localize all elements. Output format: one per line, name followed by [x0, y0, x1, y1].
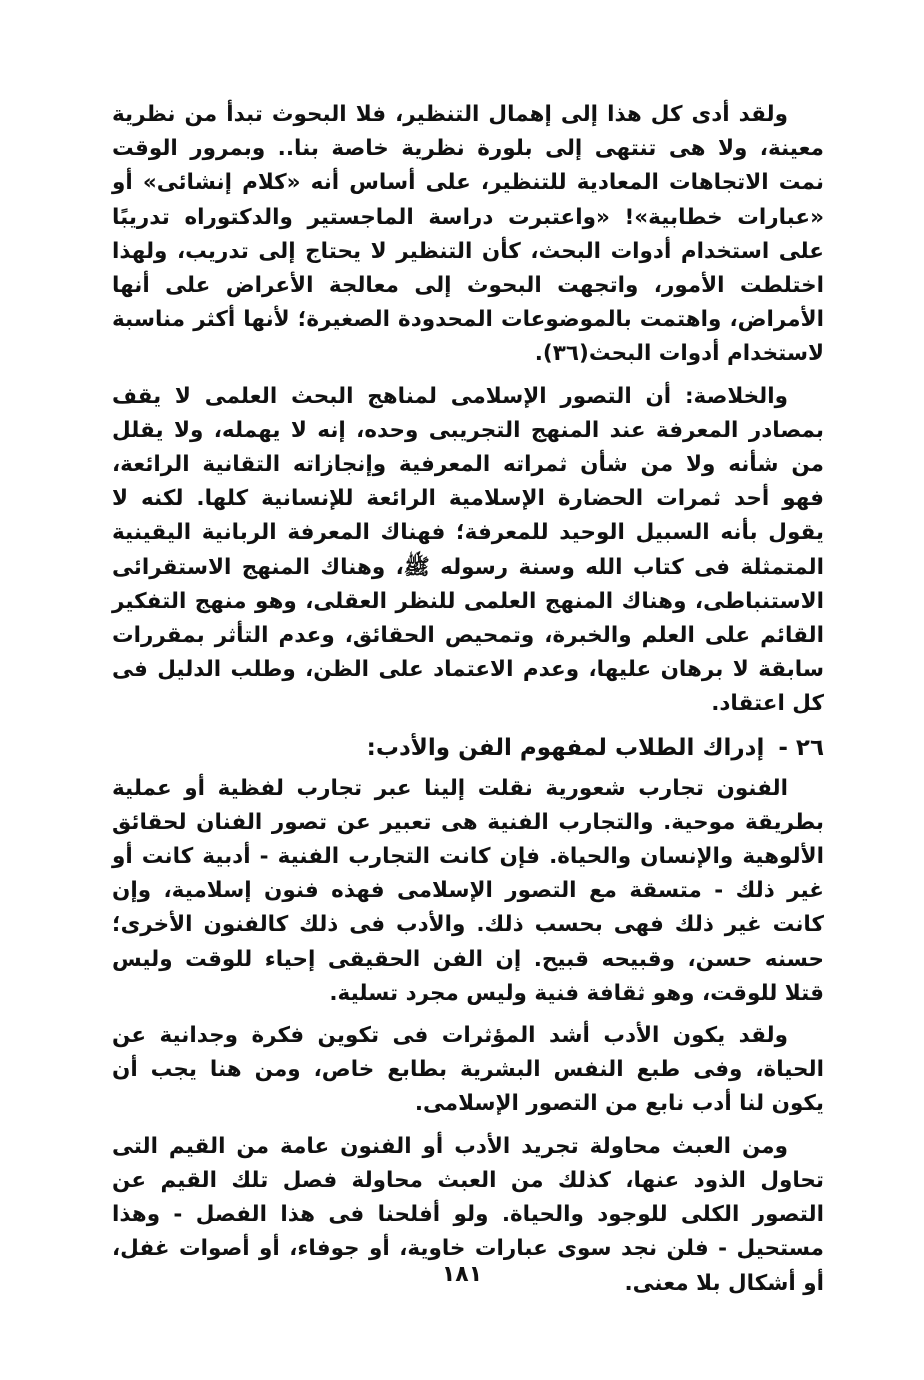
page-body — [112, 98, 824, 1309]
page-number: ١٨١ — [441, 1262, 483, 1287]
section-title: إدراك الطلاب لمفهوم الفن والأدب: — [366, 734, 765, 761]
paragraph-3: الفنون تجارب شعورية نقلت إلينا عبر تجارب لفظية أو عملية بطريقة موحية. والتجارب الفنية هى تعبير عن تصور الفنان لحقائق الألوهية والإنسان والحياة. فإن كانت التجارب الفنية - أدبية كانت أو غير ذلك - متسقة مع التصور الإسلامى فهذه فنون إسلامية، وإن كانت غير ذلك فهى بحسب ذلك. والأدب فى ذلك كالفنون الأخرى؛ حسنه حسن، وقبيحه قبيح. إن الفن الحقيقى إحياء للوقت وليس قتلا للوقت، وهو ثقافة فنية وليس مجرد تسلية. — [112, 775, 824, 1006]
section-heading — [112, 730, 824, 766]
paragraph-2: والخلاصة: أن التصور الإسلامى لمناهج البحث العلمى لا يقف بمصادر المعرفة عند المنهج التجريبى وحده، إنه لا يهمله، ولا يقلل من شأنه ولا من شأن ثمراته المعرفية وإنجازاته التقانية الرائعة، فهو أحد ثمرات الحضارة الإسلامية الرائعة للإنسانية كلها. لكنه لا يقول بأنه السبيل الوحيد للمعرفة؛ فهناك المعرفة الربانية اليقينية المتمثلة فى كتاب الله وسنة رسوله ﷺ، وهناك المنهج الاستقرائى الاستنباطى، وهناك المنهج العلمى للنظر العقلى، وهو منهج التفكير القائم على العلم والخبرة، وتمحيص الحقائق، وعدم التأثر بمقررات سابقة لا برهان عليها، وعدم الاعتماد على الظن، وطلب الدليل فى كل اعتقاد. — [112, 383, 824, 717]
paragraph-1: ولقد أدى كل هذا إلى إهمال التنظير، فلا البحوث تبدأ من نظرية معينة، ولا هى تنتهى إلى بلورة نظرية خاصة بنا.. وبمرور الوقت نمت الاتجاهات المعادية للتنظير، على أساس أنه «كلام إنشائى» أو «عبارات خطابية»! «واعتبرت دراسة الماجستير والدكتوراه تدريبًا على استخدام أدوات البحث، كأن التنظير لا يحتاج إلى تدريب، ولهذا اختلطت الأمور، واتجهت البحوث إلى معالجة الأعراض على أنها الأمراض، واهتمت بالموضوعات المحدودة الصغيرة؛ لأنها أكثر مناسبة لاستخدام أدوات البحث(٣٦). — [112, 102, 824, 367]
section-number: ٢٦ - — [778, 734, 824, 761]
paragraph-4: ولقد يكون الأدب أشد المؤثرات فى تكوين فكرة وجدانية عن الحياة، وفى طبع النفس البشرية بطابع خاص، ومن هنا يجب أن يكون لنا أدب نابع من التصور الإسلامى. — [112, 1023, 824, 1117]
paragraph-5: ومن العبث محاولة تجريد الأدب أو الفنون عامة من القيم التى تحاول الذود عنها، كذلك من العبث محاولة فصل تلك القيم عن التصور الكلى للوجود والحياة. ولو أفلحنا فى هذا الفصل - وهذا مستحيل - فلن نجد سوى عبارات خاوية، أو جوفاء، أو أصوات غفل، أو أشكال بلا معنى. — [112, 1133, 824, 1296]
